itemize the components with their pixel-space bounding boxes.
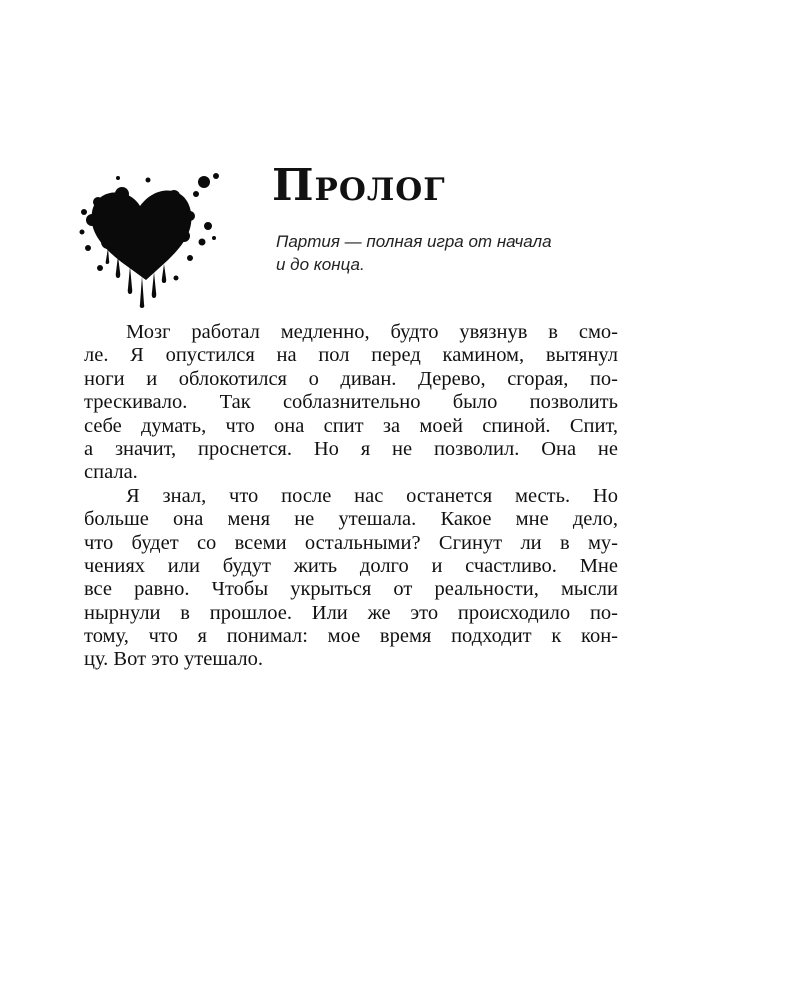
text-line: Я знал, что после нас останется месть. Но xyxy=(126,484,618,507)
epigraph-line: Партия — полная игра от начала xyxy=(276,232,552,251)
text-line: что будет со всеми остальными? Сгинут ли в му- xyxy=(84,531,618,554)
text-line: больше она меня не утешала. Какое мне дело, xyxy=(84,508,618,531)
text-line: спала. xyxy=(84,461,138,484)
text-line: чениях или будут жить долго и счастливо. Мне xyxy=(84,554,618,577)
text-line: ноги и облокотился о диван. Дерево, сгорая, по- xyxy=(84,367,618,390)
chapter-title: Пролог xyxy=(272,160,446,211)
text-line: себе думать, что она спит за моей спиной. Спит, xyxy=(84,414,618,437)
paragraph xyxy=(84,485,618,672)
text-line: нырнули в прошлое. Или же это происходило по- xyxy=(84,601,618,624)
text-line: все равно. Чтобы укрыться от реальности, мысли xyxy=(84,578,618,601)
epigraph-line: и до конца. xyxy=(276,255,365,274)
ink-splatter-heart-icon xyxy=(78,168,228,308)
text-line: тому, что я понимал: мое время подходит к кон- xyxy=(84,625,618,648)
body-text xyxy=(84,321,618,672)
text-line: цу. Вот это утешало. xyxy=(84,648,263,671)
text-line: трескивало. Так соблазнительно было позволить xyxy=(84,391,618,414)
epigraph xyxy=(276,230,621,276)
text-line: Мозг работал медленно, будто увязнув в смо- xyxy=(126,321,618,343)
text-line: а значит, проснется. Но я не позволил. Она не xyxy=(84,437,618,460)
paragraph xyxy=(84,321,618,485)
text-line: ле. Я опустился на пол перед камином, вытянул xyxy=(84,344,618,367)
